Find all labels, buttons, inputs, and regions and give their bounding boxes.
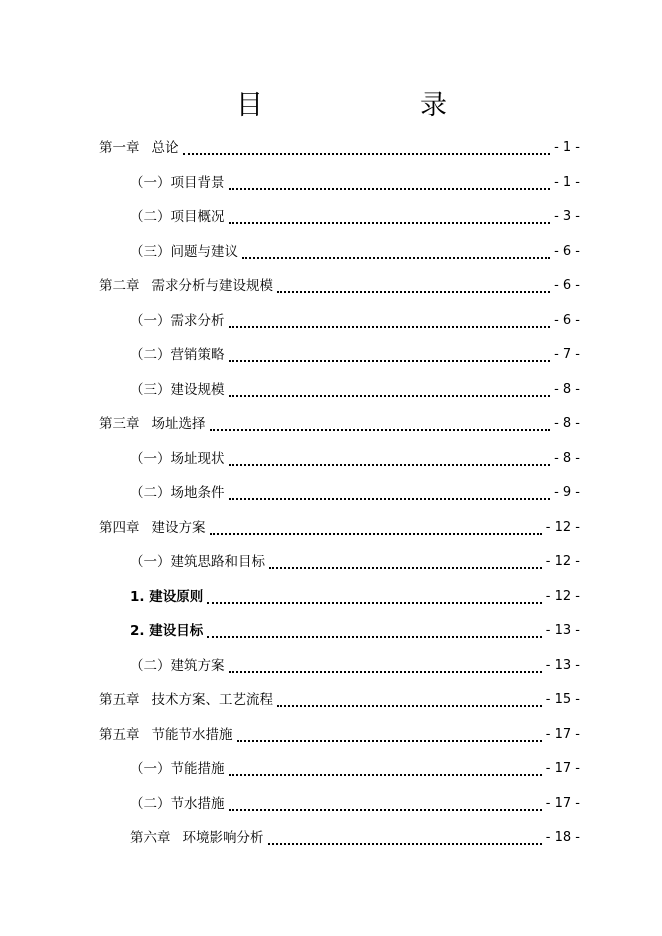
toc-page-number: - 6 - [554,278,580,293]
toc-entry-label [130,587,203,607]
toc-entry[interactable] [130,449,580,469]
toc-entry-label [130,449,225,469]
toc-dot-leader [229,172,551,190]
toc-entry-text: （二）项目概况 [130,209,225,225]
toc-entry[interactable] [130,173,580,193]
toc-dot-leader [229,344,551,362]
toc-entry-label [130,656,225,676]
toc-entry-text: （一）场址现状 [130,450,225,467]
toc-entry-text: 1. 建设原则 [130,588,204,605]
toc-dot-leader [207,620,542,638]
toc-entry-text: （二）节水措施 [130,795,225,812]
toc-entry-text: （一）节能措施 [130,761,225,777]
toc-dot-leader [242,241,550,259]
toc-page-number: - 7 - [554,347,580,362]
toc-page-number: - 12 - [545,554,580,569]
toc-entry-text: 总论 [151,140,179,156]
toc-chapter-number: 第二章 [99,278,140,294]
toc-entry[interactable] [130,311,580,331]
toc-entry-text: （一）建筑思路和目标 [130,554,265,570]
toc-page-number: - 8 - [554,450,580,466]
toc-entry-label [130,621,203,641]
toc-dot-leader [229,379,551,397]
toc-entry-label [99,690,273,710]
toc-entry-text: 2. 建设目标 [130,623,204,639]
toc-dot-leader [229,758,542,776]
toc-entry-text: （一）项目背景 [130,174,225,191]
toc-page-number: - 6 - [554,312,580,328]
toc-dot-leader [207,586,542,604]
toc-page-number: - 1 - [554,140,580,155]
toc-page-number: - 9 - [554,485,580,500]
toc-entry-label [130,794,225,814]
toc-entry-label [130,380,225,400]
toc-entry-label [99,414,206,434]
toc-entry-text: 环境影响分析 [182,830,264,846]
toc-entry-label [130,483,225,503]
toc-entry[interactable] [130,552,580,572]
toc-entry[interactable] [130,380,580,400]
toc-page-number: - 17 - [545,761,580,776]
toc-dot-leader [229,655,542,673]
toc-dot-leader [277,689,542,707]
toc-entry-text: （二）建筑方案 [130,657,225,674]
toc-dot-leader [229,448,551,466]
toc-page-number: - 17 - [545,795,580,811]
toc-page-number: - 6 - [554,243,580,259]
toc-dot-leader [229,482,551,500]
toc-page-number: - 13 - [545,623,580,638]
toc-entry[interactable] [99,138,580,158]
toc-page-number: - 8 - [554,416,580,431]
toc-dot-leader [269,551,542,569]
toc-entry-text: （二）营销策略 [130,347,225,363]
toc-page-number: - 8 - [554,381,580,397]
toc-chapter-number: 第一章 [99,140,140,156]
toc-entry-text: 建设方案 [151,519,206,536]
toc-entry-label [130,552,265,572]
toc-dot-leader [183,137,551,155]
title-char-1: 目 [236,90,263,121]
toc-entry[interactable] [99,414,580,434]
toc-entry-label [130,207,225,227]
toc-entry-text: （三）建设规模 [130,381,225,398]
toc-entry-text: 节能节水措施 [151,726,233,743]
toc-title [0,86,662,126]
toc-entry[interactable] [130,656,580,676]
toc-page-number: - 3 - [554,209,580,224]
toc-page-number: - 18 - [545,830,580,845]
toc-entry[interactable] [99,690,580,710]
toc-entry-text: 需求分析与建设规模 [151,278,273,294]
toc-entry-text: （二）场地条件 [130,485,225,501]
toc-entry-label [99,138,179,158]
toc-entry-label [130,828,264,848]
toc-entry[interactable] [99,518,580,538]
toc-page-number: - 15 - [545,692,580,707]
toc-entry-label [130,173,225,193]
toc-entry-label [130,242,238,262]
toc-page-number: - 1 - [554,174,580,190]
toc-entry[interactable] [130,587,580,607]
toc-chapter-number: 第四章 [99,519,140,536]
toc-entry[interactable] [99,725,580,745]
toc-page-number: - 12 - [545,519,580,535]
title-char-2: 录 [420,90,447,121]
toc-entry-text: 技术方案、工艺流程 [151,692,273,708]
toc-chapter-number: 第六章 [130,830,171,846]
toc-chapter-number: 第五章 [99,692,140,708]
toc-entry[interactable] [130,759,580,779]
toc-page-number: - 17 - [545,726,580,742]
toc-chapter-number: 第三章 [99,416,140,432]
toc-dot-leader [210,517,542,535]
toc-chapter-number: 第五章 [99,726,140,743]
toc-entry[interactable] [130,345,580,365]
toc-entry[interactable] [99,276,580,296]
toc-entry-text: （三）问题与建议 [130,243,238,260]
toc-dot-leader [268,827,542,845]
toc-dot-leader [229,310,551,328]
toc-dot-leader [229,793,542,811]
toc-entry-label [99,725,233,745]
toc-entry[interactable] [130,483,580,503]
toc-entry-label [99,276,273,296]
toc-entry-text: （一）需求分析 [130,312,225,329]
toc-page-number: - 12 - [545,588,580,604]
toc-entry-label [130,345,225,365]
toc-entry[interactable] [130,794,580,814]
toc-entry-label [130,311,225,331]
toc-entry[interactable] [130,242,580,262]
toc-page-number: - 13 - [545,657,580,673]
toc-dot-leader [210,413,551,431]
toc-dot-leader [277,275,550,293]
toc-entry[interactable] [130,207,580,227]
toc-dot-leader [237,724,542,742]
toc-entry[interactable] [130,621,580,641]
toc-entry-text: 场址选择 [151,416,206,432]
toc-entry-label [99,518,206,538]
toc-dot-leader [229,206,551,224]
toc-entry-label [130,759,225,779]
toc-entry[interactable] [130,828,580,848]
